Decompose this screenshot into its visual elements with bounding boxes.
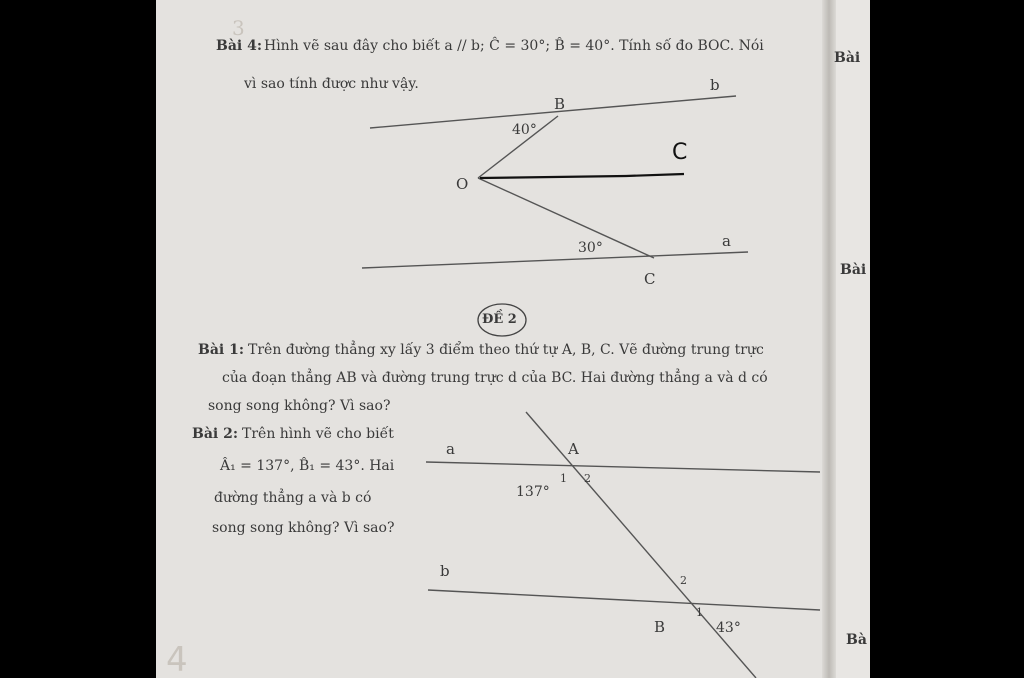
label-point-O: O <box>456 175 469 193</box>
de-2-label: ĐỀ 2 <box>482 312 517 327</box>
label-b: b <box>710 76 720 94</box>
transversal <box>526 412 756 678</box>
label-angle-43: 43° <box>716 620 741 636</box>
label-one-bottom: 1 <box>696 606 703 619</box>
label-angle-137: 137° <box>516 484 550 500</box>
label-two-bottom: 2 <box>680 574 687 587</box>
label-two-top: 2 <box>584 472 591 485</box>
label-b2: b <box>440 562 450 580</box>
bai4-statement-line2: vì sao tính được như vậy. <box>244 76 419 92</box>
right-page-bai-mid: Bài <box>840 262 867 278</box>
right-page-edge <box>836 0 870 678</box>
bai2-title: Bài 2: <box>192 426 239 442</box>
line-b2 <box>428 590 820 610</box>
label-angle-40: 40° <box>512 122 537 138</box>
bai2-figure <box>156 0 870 678</box>
bai2-line4: song song không? Vì sao? <box>212 520 395 536</box>
label-angle-30: 30° <box>578 240 603 256</box>
handwritten-label-C: C <box>672 140 688 165</box>
label-A2: A <box>568 440 579 458</box>
corner-handwritten-mark: 4 <box>166 640 188 678</box>
bai1-line2: của đoạn thẳng AB và đường trung trực d của BC. Hai đường thẳng a và d có <box>222 370 768 386</box>
bai2-line1: Trên hình vẽ cho biết <box>242 426 394 442</box>
label-point-C: C <box>644 270 656 288</box>
line-a2 <box>426 462 820 472</box>
bai2-line2: Â₁ = 137°, B̂₁ = 43°. Hai <box>220 458 395 474</box>
label-a2: a <box>446 440 455 458</box>
bai4-statement: Hình vẽ sau đây cho biết a // b; Ĉ = 30°; B̂ = 40°. Tính số đo BOC. Nói <box>264 38 764 54</box>
textbook-page <box>156 0 870 678</box>
bai4-title: Bài 4: <box>216 38 263 54</box>
bai1-line1: Trên đường thẳng xy lấy 3 điểm theo thứ tự A, B, C. Vẽ đường trung trực <box>248 342 764 358</box>
handwritten-page-number: 3 <box>232 16 245 40</box>
label-point-B: B <box>554 95 566 113</box>
label-a: a <box>722 232 731 250</box>
page-gutter <box>822 0 836 678</box>
bai1-line3: song song không? Vì sao? <box>208 398 391 414</box>
bai1-title: Bài 1: <box>198 342 245 358</box>
right-page-bai-top: Bài <box>834 50 861 66</box>
right-page-bai-bottom: Bà <box>846 632 867 648</box>
label-one-top: 1 <box>560 472 567 485</box>
label-B2: B <box>654 618 666 636</box>
bai2-line3: đường thẳng a và b có <box>214 490 372 506</box>
